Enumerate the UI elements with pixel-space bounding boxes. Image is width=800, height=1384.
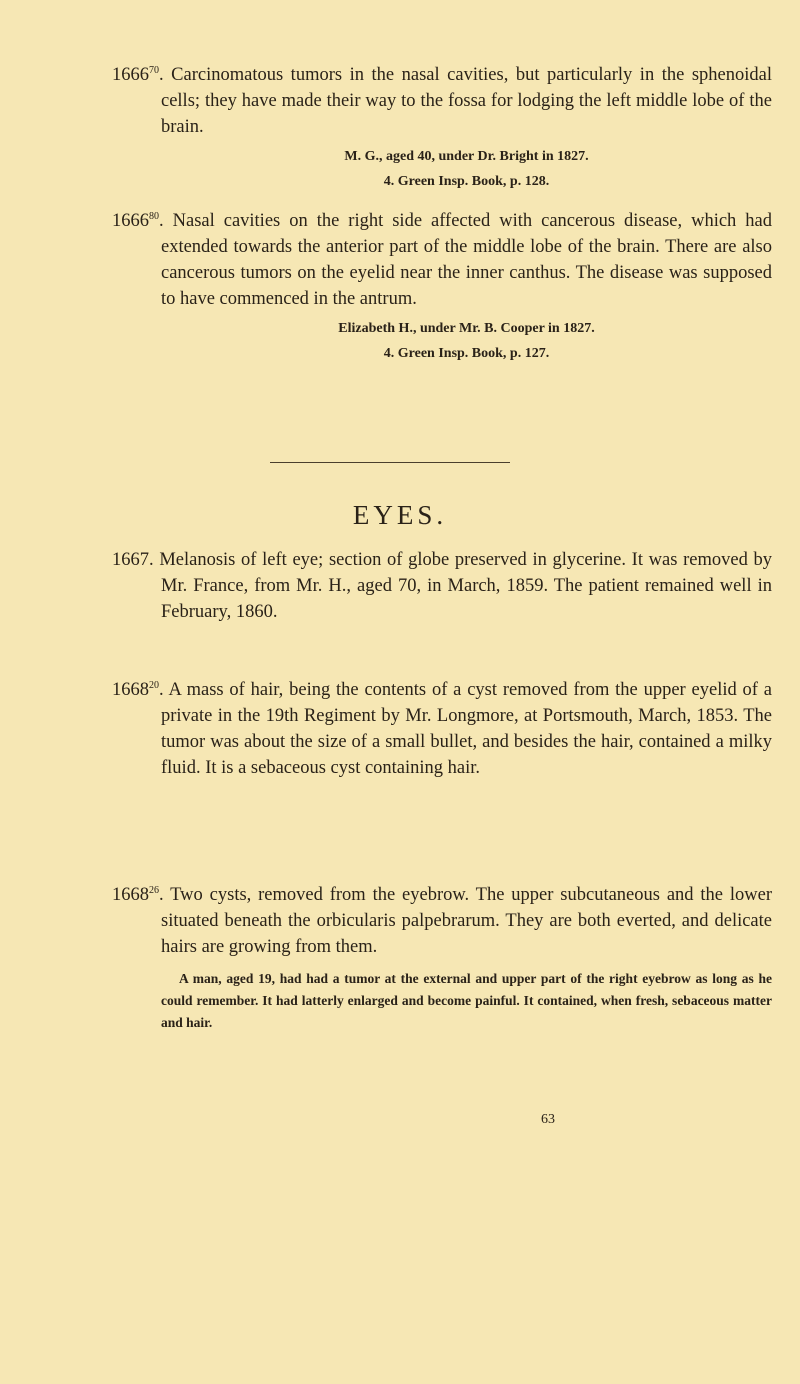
catalogue-entry-1668-20 bbox=[112, 677, 772, 781]
catalogue-entry-1666-80 bbox=[112, 208, 772, 366]
citation: M. G., aged 40, under Dr. Bright in 1827. bbox=[344, 149, 589, 164]
citation: 4. Green Insp. Book, p. 127. bbox=[383, 346, 550, 361]
section-heading: EYES. bbox=[352, 500, 448, 530]
case-note: A man, aged 19, had had a tumor at the external and upper part of the right eyebrow as long as he could remember. It had latterly enlarged and become painful. It contained, when fresh, sebaceous matter and hair. bbox=[161, 971, 772, 1030]
entry-text: Melanosis of left eye; section of globe preserved in glycerine. It was removed by Mr. France, from Mr. H., aged 70, in March, 1859. The patient remained well in February, 1860. bbox=[159, 550, 772, 622]
catalogue-entry-1667 bbox=[112, 547, 772, 625]
entry-number: 1668$^{20}$. bbox=[112, 680, 169, 700]
page-number: 63 bbox=[541, 1112, 555, 1127]
entry-number: 1666$^{80}$. bbox=[112, 211, 173, 231]
entry-number: 1666$^{70}$. bbox=[112, 65, 172, 85]
catalogue-entry-1666-70 bbox=[112, 62, 772, 194]
entry-number: 1668$^{26}$. bbox=[112, 885, 171, 905]
catalogue-entry-1668-26 bbox=[112, 882, 772, 1034]
entry-number: 1667. bbox=[112, 550, 160, 570]
citation: 4. Green Insp. Book, p. 128. bbox=[383, 174, 550, 189]
entry-text: Two cysts, removed from the eyebrow. The upper subcutaneous and the lower situated beneath the orbicularis palpebrarum. They are both everted, and delicate hairs are growing from them. bbox=[161, 885, 772, 957]
section-divider bbox=[270, 462, 510, 463]
entry-text: Carcinomatous tumors in the nasal cavities, but particularly in the sphenoidal cells; they have made their way to the fossa for lodging the left middle lobe of the brain. bbox=[161, 65, 772, 137]
citation: Elizabeth H., under Mr. B. Cooper in 1827. bbox=[338, 321, 595, 336]
entry-text: Nasal cavities on the right side affected with cancerous disease, which had extended towards the anterior part of the middle lobe of the brain. There are also cancerous tumors on the eyelid near the inner canthus. The disease was supposed to have commenced in the antrum. bbox=[161, 211, 772, 309]
entry-text: A mass of hair, being the contents of a cyst removed from the upper eyelid of a private in the 19th Regiment by Mr. Longmore, at Portsmouth, March, 1853. The tumor was about the size of a small bullet, and besides the hair, contained a milky fluid. It is a sebaceous cyst containing hair. bbox=[161, 680, 773, 778]
